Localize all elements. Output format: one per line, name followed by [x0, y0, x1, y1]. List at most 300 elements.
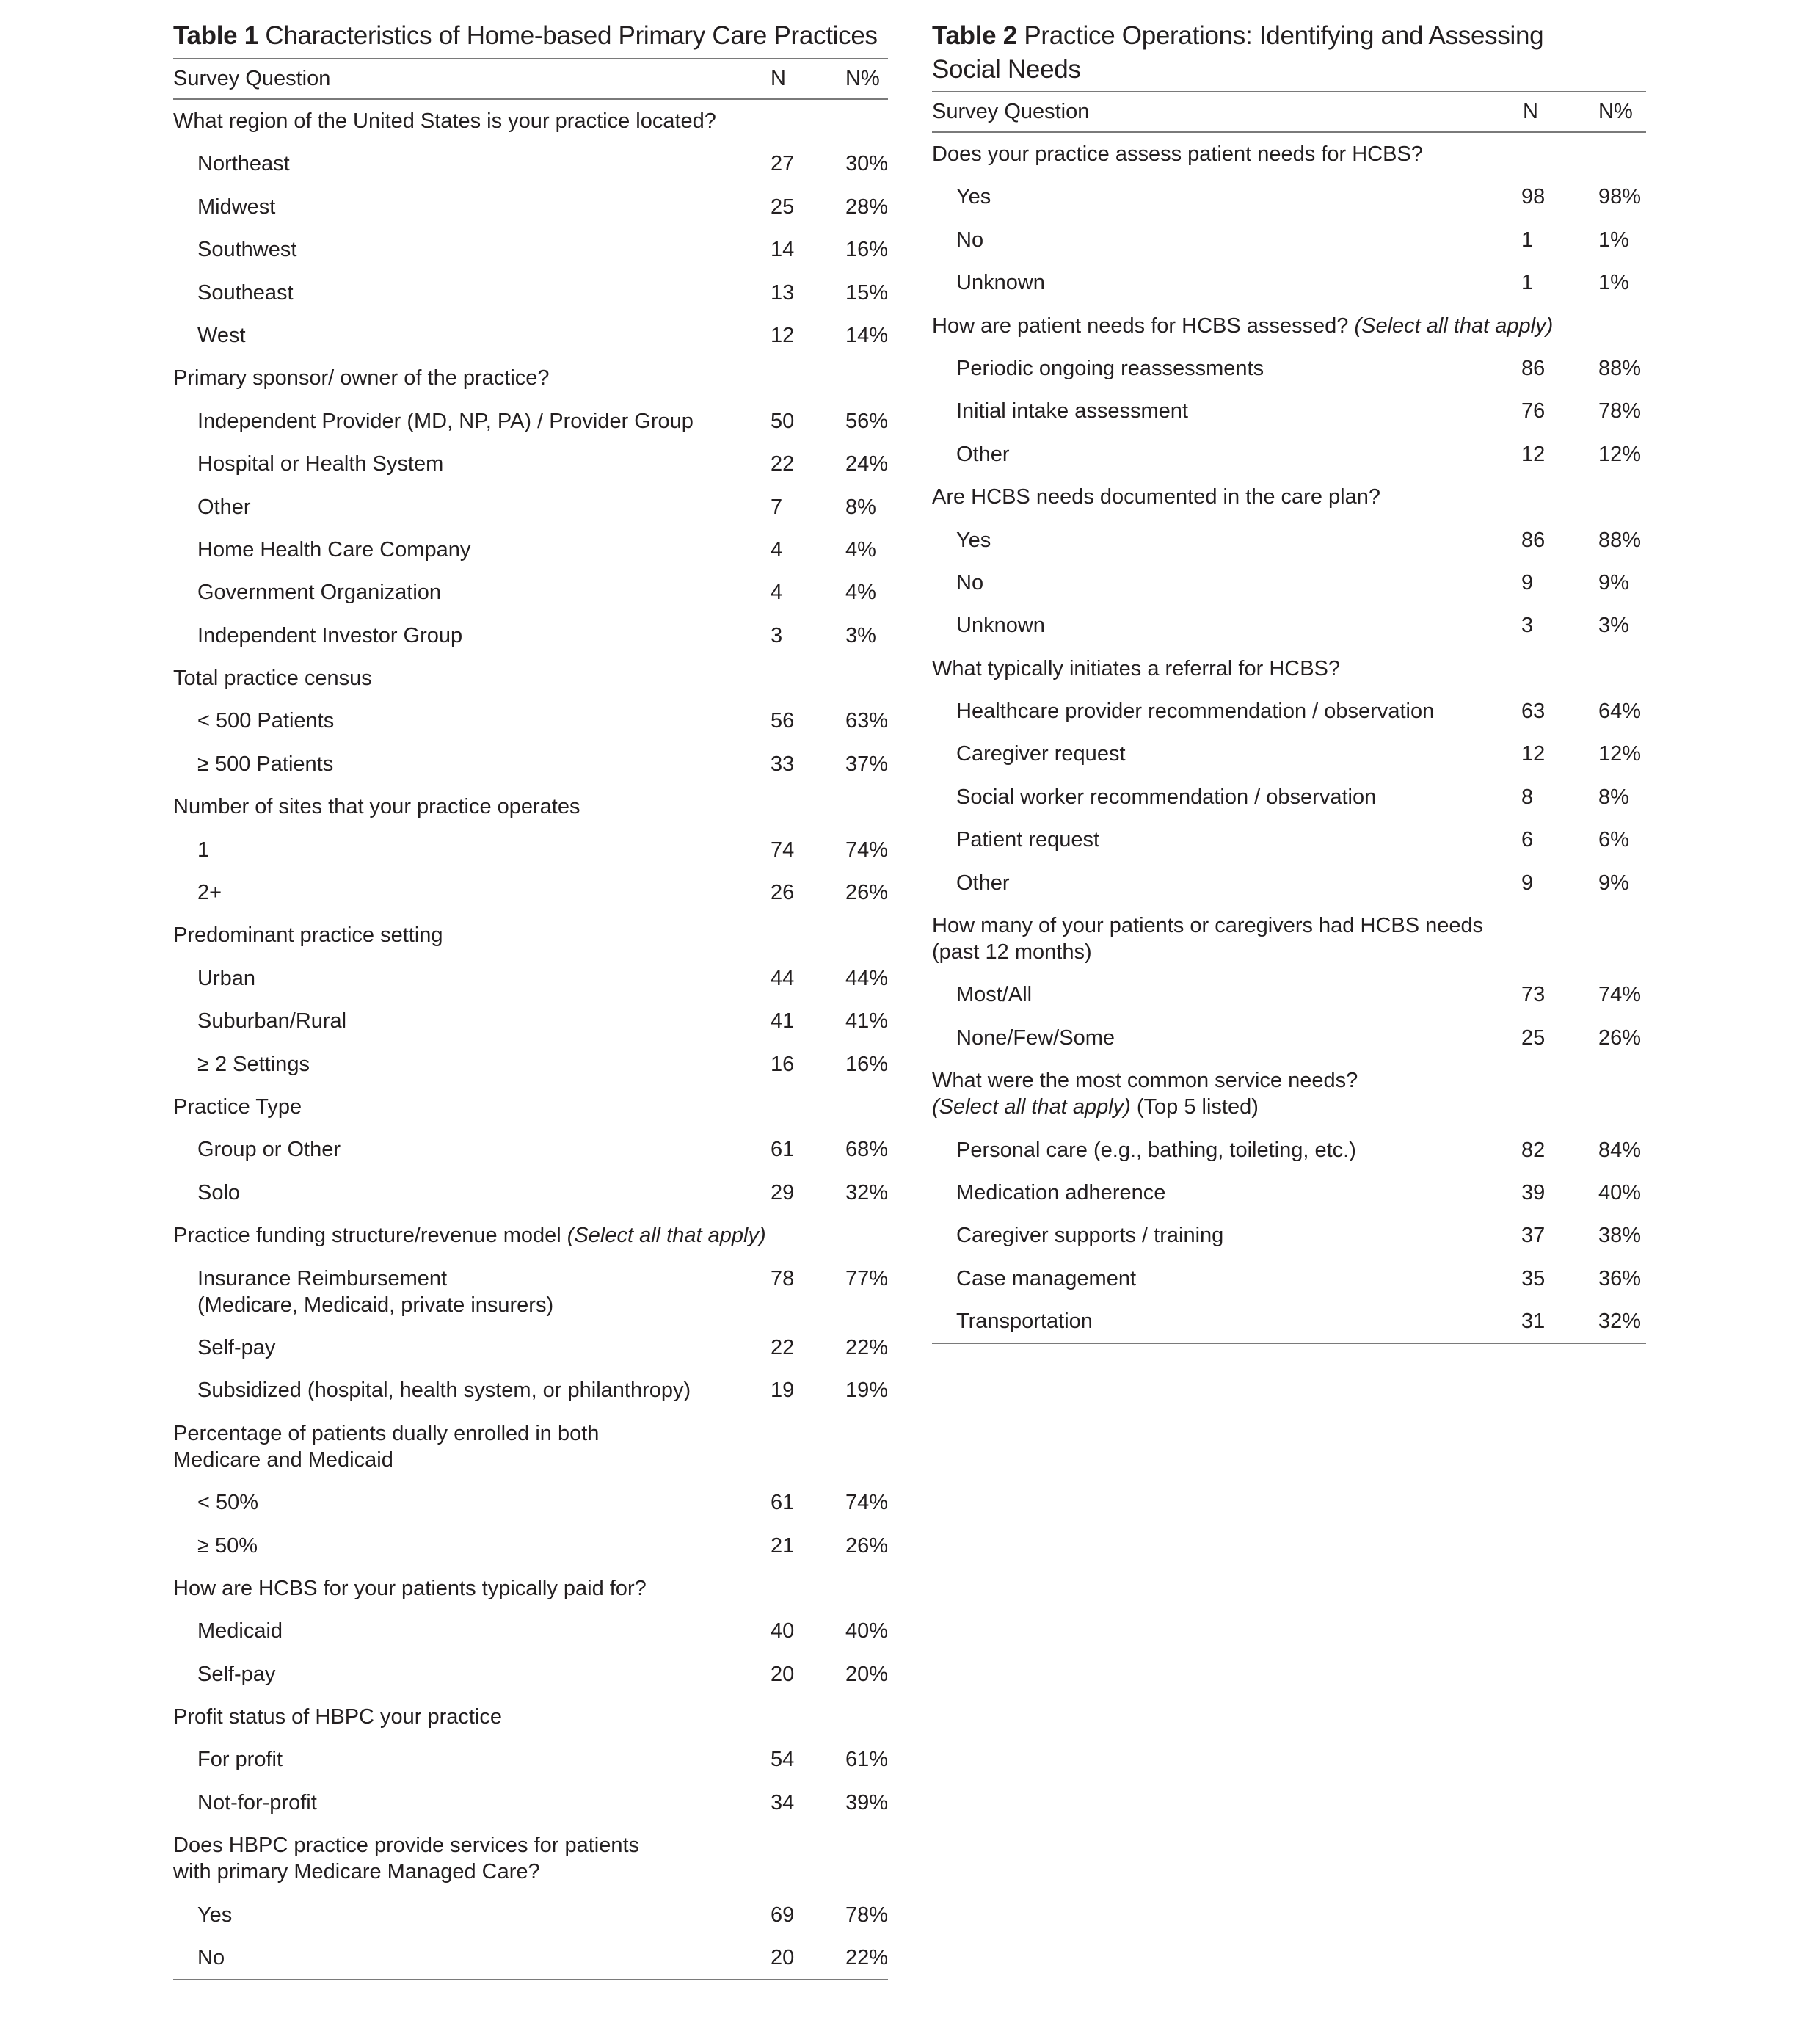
- label-text: Medication adherence: [956, 1180, 1166, 1205]
- n-value: 31: [1521, 1310, 1546, 1334]
- question-text: [173, 108, 819, 134]
- question-row: [173, 1824, 888, 1893]
- table-row: [173, 486, 888, 529]
- label-text: What were the most common service needs?: [932, 1069, 1358, 1093]
- n-value: 12: [1521, 442, 1546, 466]
- table-row: [932, 690, 1646, 733]
- question-row: [173, 357, 888, 399]
- n-value: 40: [771, 1619, 795, 1643]
- n-value: 22: [771, 452, 795, 476]
- n-value: 6: [1521, 828, 1534, 852]
- label-text: Independent Provider (MD, NP, PA) / Provider Group: [197, 409, 694, 433]
- italic-note: (Select all that apply): [567, 1224, 766, 1248]
- pct-value: 26%: [845, 1533, 889, 1558]
- label-text: Hospital or Health System: [197, 452, 444, 476]
- table-title: Practice Operations: Identifying and Assessing Social Needs: [932, 21, 1544, 84]
- pct-value: 26%: [1598, 1025, 1642, 1050]
- pct-value: 32%: [1598, 1310, 1642, 1334]
- row-label: [956, 527, 1602, 553]
- pct-value: 84%: [1598, 1138, 1642, 1162]
- table-row: [932, 1257, 1646, 1300]
- row-label: [197, 751, 843, 777]
- table-row: [932, 776, 1646, 818]
- table-row: [173, 1128, 888, 1171]
- label-text: Midwest: [197, 195, 276, 219]
- row-label: [956, 1180, 1602, 1206]
- label-text: Unknown: [956, 614, 1045, 638]
- row-label: [956, 398, 1602, 424]
- label-text: Southeast: [197, 280, 294, 305]
- pct-value: 22%: [845, 1946, 889, 1970]
- row-label: [197, 1746, 843, 1773]
- table-1-caption: [173, 19, 878, 53]
- row-label: [197, 1051, 843, 1078]
- label-text: Caregiver request: [956, 742, 1126, 766]
- table-row: [932, 261, 1646, 304]
- pct-value: 15%: [845, 280, 889, 305]
- table-row: [173, 571, 888, 614]
- n-value: 27: [771, 152, 795, 176]
- n-value: 33: [771, 752, 795, 776]
- row-label: [956, 1265, 1602, 1292]
- n-value: 37: [1521, 1224, 1546, 1248]
- question-text: [932, 655, 1578, 682]
- n-value: 86: [1521, 528, 1546, 552]
- n-value: 20: [771, 1946, 795, 1970]
- label-text: Practice Type: [173, 1094, 302, 1119]
- label-text: Urban: [197, 966, 255, 990]
- label-text: Yes: [197, 1903, 233, 1927]
- table-row: [173, 314, 888, 357]
- label-text: Does your practice assess patient needs for HCBS?: [932, 142, 1423, 166]
- bottom-rule: [173, 1979, 888, 1980]
- n-value: 22: [771, 1335, 795, 1359]
- n-value: 16: [771, 1052, 795, 1076]
- row-label: [956, 612, 1602, 639]
- question-row: [932, 305, 1646, 347]
- table-title: Characteristics of Home-based Primary Care Practices: [265, 21, 878, 50]
- label-text: ≥ 2 Settings: [197, 1052, 310, 1076]
- label-text: Medicaid: [197, 1619, 283, 1643]
- label-text: No: [956, 228, 984, 252]
- label-text: Insurance Reimbursement (Medicare, Medicaid, private insurers): [197, 1266, 554, 1317]
- table-row: [173, 1369, 888, 1412]
- pct-value: 78%: [1598, 399, 1642, 424]
- row-label: [197, 1902, 843, 1928]
- row-label: [197, 451, 843, 477]
- pct-value: 1%: [1598, 271, 1629, 295]
- row-label: [197, 837, 843, 863]
- row-label: [956, 827, 1602, 853]
- n-value: 50: [771, 409, 795, 433]
- row-label: [956, 184, 1602, 210]
- italic-note: (Select all that apply): [932, 1095, 1131, 1119]
- pct-value: 9%: [1598, 871, 1629, 895]
- label-text: Primary sponsor/ owner of the practice?: [173, 366, 550, 391]
- n-value: 76: [1521, 399, 1546, 424]
- table-row: [173, 1894, 888, 1936]
- label-text: Case management: [956, 1266, 1137, 1290]
- label-text: Independent Investor Group: [197, 623, 463, 647]
- row-label: [197, 579, 843, 606]
- n-value: 9: [1521, 570, 1534, 595]
- n-value: 74: [771, 838, 795, 862]
- n-value: 26: [771, 881, 795, 905]
- row-label: [197, 1944, 843, 1971]
- label-text: How are HCBS for your patients typically paid for?: [173, 1576, 647, 1600]
- table-row: [932, 390, 1646, 432]
- row-label: [956, 870, 1602, 896]
- pct-value: 4%: [845, 581, 876, 605]
- question-row: [173, 914, 888, 956]
- n-value: 61: [771, 1138, 795, 1162]
- question-text: [173, 922, 819, 948]
- table-row: [932, 1017, 1646, 1059]
- n-value: 21: [771, 1533, 795, 1558]
- row-label: [956, 1025, 1602, 1051]
- header-row: [932, 92, 1646, 131]
- row-label: [956, 741, 1602, 767]
- label-text: Social worker recommendation / observation: [956, 785, 1377, 809]
- table-row: [173, 272, 888, 314]
- label-text: ≥ 50%: [197, 1533, 258, 1558]
- pct-value: 30%: [845, 152, 889, 176]
- row-label: [956, 1137, 1602, 1163]
- pct-value: 14%: [845, 323, 889, 347]
- pct-value: 63%: [845, 709, 889, 733]
- n-value: 1: [1521, 271, 1534, 295]
- label-text: 1: [197, 838, 210, 862]
- pct-value: 28%: [845, 195, 889, 219]
- n-value: 86: [1521, 356, 1546, 380]
- table-row: [932, 604, 1646, 647]
- pct-value: 77%: [845, 1266, 889, 1290]
- header-pct: N%: [1598, 100, 1633, 123]
- table-row: [932, 973, 1646, 1016]
- n-value: 1: [1521, 228, 1534, 252]
- pct-value: 68%: [845, 1138, 889, 1162]
- pct-value: 16%: [845, 1052, 889, 1076]
- pct-value: 88%: [1598, 356, 1642, 380]
- n-value: 69: [771, 1903, 795, 1927]
- table-row: [173, 1326, 888, 1369]
- n-value: 29: [771, 1180, 795, 1205]
- question-row: [932, 1059, 1646, 1128]
- label-text: Predominant practice setting: [173, 923, 443, 948]
- question-text: [932, 141, 1578, 167]
- header-question: Survey Question: [932, 100, 1090, 123]
- pct-value: 74%: [845, 1491, 889, 1515]
- table-row: [932, 1300, 1646, 1343]
- table-row: [173, 1481, 888, 1524]
- table-row: [173, 700, 888, 742]
- pct-value: 8%: [1598, 785, 1629, 809]
- n-value: 20: [771, 1662, 795, 1686]
- question-row: [173, 785, 888, 828]
- pct-value: 3%: [1598, 614, 1629, 638]
- n-value: 25: [1521, 1025, 1546, 1050]
- n-value: 82: [1521, 1138, 1546, 1162]
- question-row: [173, 100, 888, 142]
- label-text: No: [956, 570, 984, 595]
- row-label: [197, 879, 843, 906]
- label-text: Periodic ongoing reassessments: [956, 356, 1264, 380]
- table-row: [173, 1738, 888, 1781]
- pct-value: 12%: [1598, 742, 1642, 766]
- row-label: [956, 355, 1602, 382]
- label-text: Not-for-profit: [197, 1790, 317, 1815]
- n-value: 56: [771, 709, 795, 733]
- table-row: [173, 957, 888, 1000]
- label-text: Are HCBS needs documented in the care plan?: [932, 485, 1380, 509]
- table-row: [173, 743, 888, 785]
- table-row: [173, 1781, 888, 1824]
- header-question: Survey Question: [173, 67, 331, 90]
- question-text: [173, 793, 819, 820]
- n-value: 13: [771, 280, 795, 305]
- table-row: [932, 219, 1646, 261]
- pct-value: 24%: [845, 452, 889, 476]
- pct-value: 78%: [845, 1903, 889, 1927]
- question-text: [932, 1067, 1578, 1120]
- label-text: Personal care (e.g., bathing, toileting, etc.): [956, 1138, 1356, 1162]
- row-label: [197, 1790, 843, 1816]
- table-row: [173, 1936, 888, 1979]
- pct-value: 8%: [845, 495, 876, 519]
- pct-value: 16%: [845, 238, 889, 262]
- n-value: 35: [1521, 1266, 1546, 1290]
- label-text: Group or Other: [197, 1138, 341, 1162]
- label-text: Total practice census: [173, 667, 372, 691]
- n-value: 9: [1521, 871, 1534, 895]
- row-label: [956, 698, 1602, 724]
- question-row: [173, 1567, 888, 1610]
- label-text: West: [197, 323, 246, 347]
- question-row: [173, 1086, 888, 1128]
- header-pct: N%: [845, 67, 880, 90]
- label-text: Other: [956, 871, 1010, 895]
- label-text: None/Few/Some: [956, 1025, 1115, 1050]
- pct-value: 74%: [1598, 983, 1642, 1007]
- pct-value: 44%: [845, 966, 889, 990]
- table-row: [173, 529, 888, 571]
- n-value: 61: [771, 1491, 795, 1515]
- row-label: [197, 322, 843, 349]
- table-row: [173, 400, 888, 443]
- question-text: [173, 665, 819, 691]
- row-label: [956, 1308, 1602, 1334]
- pct-value: 26%: [845, 881, 889, 905]
- n-value: 4: [771, 581, 783, 605]
- n-value: 19: [771, 1379, 795, 1403]
- label-text: Subsidized (hospital, health system, or philanthropy): [197, 1379, 691, 1403]
- table-row: [173, 186, 888, 228]
- table-row: [173, 871, 888, 914]
- row-label: [197, 1008, 843, 1034]
- pct-value: 40%: [1598, 1180, 1642, 1205]
- table-row: [173, 1525, 888, 1567]
- n-value: 3: [771, 623, 783, 647]
- table-row: [173, 1653, 888, 1696]
- n-value: 39: [1521, 1180, 1546, 1205]
- row-label: [197, 408, 843, 435]
- label-text: Government Organization: [197, 581, 442, 605]
- label-text: Other: [956, 442, 1010, 466]
- pct-value: 64%: [1598, 700, 1642, 724]
- n-value: 8: [1521, 785, 1534, 809]
- table-row: [173, 228, 888, 271]
- table-row: [173, 614, 888, 657]
- question-row: [932, 647, 1646, 690]
- row-label: [197, 1661, 843, 1688]
- pct-value: 61%: [845, 1748, 889, 1772]
- n-value: 14: [771, 238, 795, 262]
- question-text: [932, 912, 1578, 965]
- n-value: 34: [771, 1790, 795, 1815]
- label-text: < 50%: [197, 1491, 259, 1515]
- table-row: [173, 142, 888, 185]
- question-text: [932, 313, 1578, 339]
- row-label: [197, 1377, 843, 1403]
- row-label: [197, 622, 843, 649]
- question-row: [932, 133, 1646, 175]
- label-text: What typically initiates a referral for HCBS?: [932, 656, 1341, 680]
- italic-note: (Select all that apply): [1354, 313, 1554, 338]
- question-text: [173, 1222, 819, 1249]
- question-text: [932, 484, 1578, 510]
- label-text: Home Health Care Company: [197, 537, 471, 562]
- label-text: Yes: [956, 528, 991, 552]
- table-2-caption: [932, 19, 1592, 87]
- row-label: [197, 236, 843, 263]
- n-value: 78: [771, 1266, 795, 1290]
- row-label: [197, 1489, 843, 1516]
- row-label: [197, 1180, 843, 1206]
- n-value: 44: [771, 966, 795, 990]
- pct-value: 39%: [845, 1790, 889, 1815]
- row-label: [197, 1334, 843, 1361]
- row-label: [956, 269, 1602, 296]
- header-row: [173, 59, 888, 98]
- pct-value: 37%: [845, 752, 889, 776]
- bottom-rule: [932, 1343, 1646, 1344]
- pct-value: 12%: [1598, 442, 1642, 466]
- label-text: Percentage of patients dually enrolled in both Medicare and Medicaid: [173, 1421, 600, 1472]
- label-text: Transportation: [956, 1310, 1093, 1334]
- label-text: Solo: [197, 1180, 241, 1205]
- label-text: Does HBPC practice provide services for patients with primary Medicare Managed Care?: [173, 1834, 640, 1884]
- pct-value: 19%: [845, 1379, 889, 1403]
- label-text: Self-pay: [197, 1335, 276, 1359]
- n-value: 54: [771, 1748, 795, 1772]
- pct-value: 38%: [1598, 1224, 1642, 1248]
- table-row: [932, 733, 1646, 775]
- label-text: Caregiver supports / training: [956, 1224, 1224, 1248]
- row-label: [956, 1222, 1602, 1249]
- question-row: [932, 904, 1646, 973]
- pct-value: 56%: [845, 409, 889, 433]
- n-value: 12: [1521, 742, 1546, 766]
- n-value: 12: [771, 323, 795, 347]
- label-text: < 500 Patients: [197, 709, 335, 733]
- label-text: Patient request: [956, 828, 1100, 852]
- question-row: [173, 1696, 888, 1738]
- pct-value: 1%: [1598, 228, 1629, 252]
- label-text: For profit: [197, 1748, 283, 1772]
- table-row: [173, 829, 888, 871]
- question-row: [173, 657, 888, 700]
- note-text: (Top 5 listed): [1130, 1095, 1259, 1119]
- question-row: [173, 1214, 888, 1257]
- table-row: [173, 443, 888, 485]
- row-label: [197, 965, 843, 992]
- table-row: [932, 1214, 1646, 1257]
- table-label: Table 1: [173, 21, 258, 50]
- n-value: 41: [771, 1009, 795, 1034]
- row-label: [197, 494, 843, 520]
- pct-value: 6%: [1598, 828, 1629, 852]
- label-text: Southwest: [197, 238, 297, 262]
- question-text: [173, 1420, 819, 1473]
- row-label: [197, 280, 843, 306]
- label-text: Northeast: [197, 152, 290, 176]
- n-value: 73: [1521, 983, 1546, 1007]
- header-n: N: [771, 67, 786, 90]
- table-row: [932, 519, 1646, 562]
- label-text: Initial intake assessment: [956, 399, 1188, 424]
- question-text: [173, 1575, 819, 1602]
- pct-value: 74%: [845, 838, 889, 862]
- label-text: ≥ 500 Patients: [197, 752, 334, 776]
- label-text: No: [197, 1946, 225, 1970]
- label-text: Unknown: [956, 271, 1045, 295]
- table-row: [932, 818, 1646, 861]
- table-row: [173, 1257, 888, 1326]
- table-row: [932, 1129, 1646, 1172]
- pct-value: 41%: [845, 1009, 889, 1034]
- table-body: [932, 133, 1646, 1343]
- pct-value: 88%: [1598, 528, 1642, 552]
- n-value: 4: [771, 537, 783, 562]
- row-label: [197, 150, 843, 177]
- label-text: Profit status of HBPC your practice: [173, 1705, 503, 1729]
- table-label: Table 2: [932, 21, 1017, 50]
- n-value: 7: [771, 495, 783, 519]
- row-label: [956, 784, 1602, 810]
- row-label: [956, 570, 1602, 596]
- header-n: N: [1523, 100, 1538, 123]
- table-row: [932, 347, 1646, 390]
- n-value: 3: [1521, 614, 1534, 638]
- table-row: [173, 1000, 888, 1042]
- question-text: [173, 1832, 819, 1885]
- pct-value: 32%: [845, 1180, 889, 1205]
- pct-value: 3%: [845, 623, 876, 647]
- row-label: [956, 227, 1602, 253]
- label-text: How are patient needs for HCBS assessed?: [932, 313, 1355, 338]
- table-row: [173, 1610, 888, 1652]
- pct-value: 20%: [845, 1662, 889, 1686]
- n-value: 63: [1521, 700, 1546, 724]
- table-row: [173, 1043, 888, 1086]
- pct-value: 9%: [1598, 570, 1629, 595]
- table-body: [173, 100, 888, 1979]
- table-row: [932, 562, 1646, 604]
- row-label: [956, 981, 1602, 1008]
- label-text: Self-pay: [197, 1662, 276, 1686]
- row-label: [197, 1618, 843, 1644]
- row-label: [197, 537, 843, 563]
